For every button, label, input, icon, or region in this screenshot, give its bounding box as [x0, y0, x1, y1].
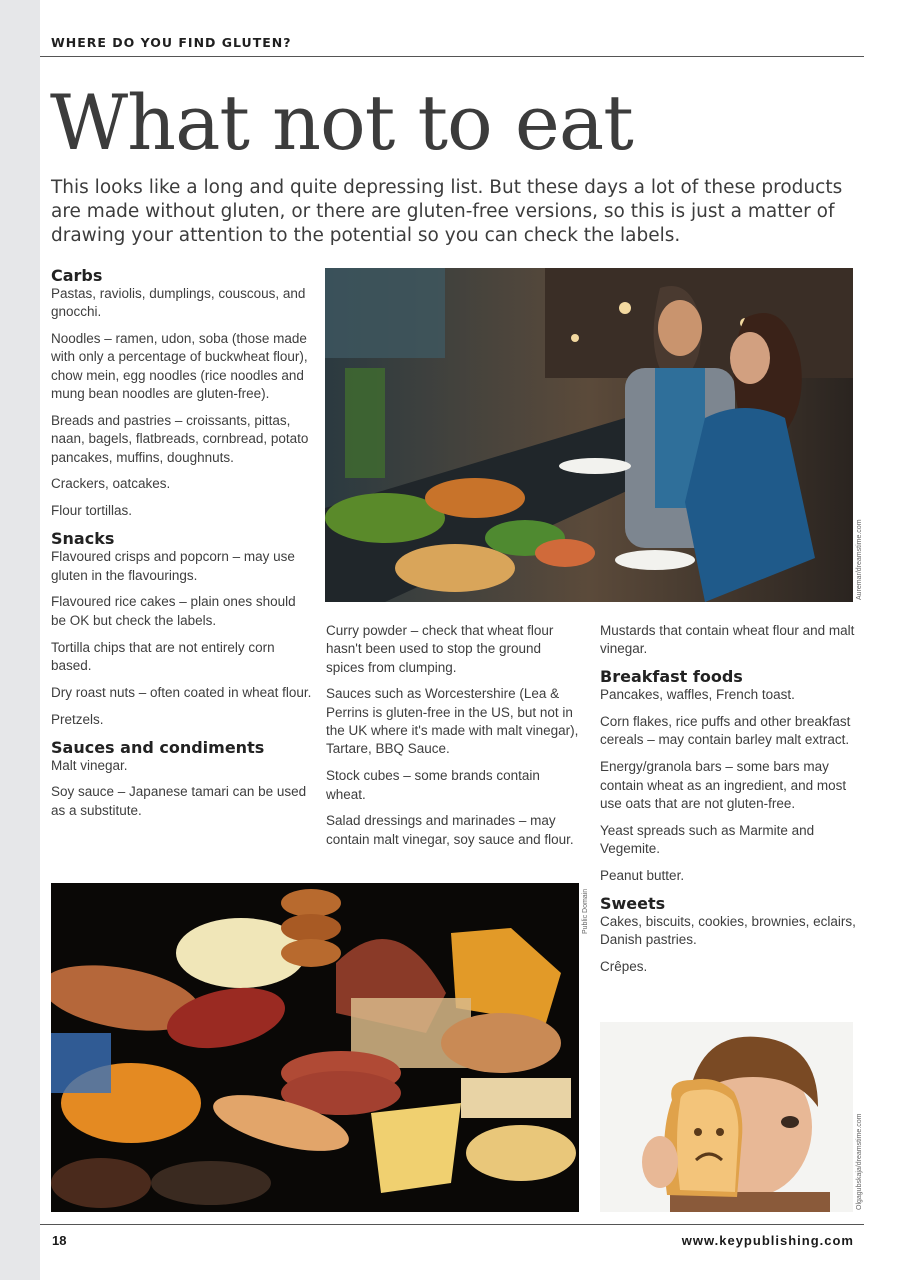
carbs-heading: Carbs — [51, 266, 103, 285]
carbs-item: Breads and pastries – croissants, pittas, naan, bagels, flatbreads, cornbread, potato pancakes, muffins, doughnuts. — [51, 412, 309, 465]
condiments-item: Sauces such as Worcestershire (Lea & Perrins is gluten-free in the US, but not in the UK where it's made with malt vinegar), Tartare, BBQ Sauce. — [326, 686, 579, 757]
sauces-item: Malt vinegar. — [51, 757, 128, 773]
junk-food-photo-credit: Public Domain — [582, 888, 589, 934]
buffet-photo-credit: Auremar/dreamstime.com — [856, 519, 863, 600]
publisher-website: www.keypublishing.com — [681, 1233, 854, 1248]
snacks-item: Flavoured crisps and popcorn – may use gluten in the flavourings. — [51, 549, 295, 583]
right-column — [600, 622, 858, 985]
carbs-item: Noodles – ramen, udon, soba (those made with only a percentage of buckwheat flour), chow mein, egg noodles (rice noodles and mung bean noodles are gluten-free). — [51, 331, 308, 402]
condiments-item: Salad dressings and marinades – may contain malt vinegar, soy sauce and flour. — [326, 813, 574, 847]
carbs-item: Pastas, raviolis, dumplings, couscous, and gnocchi. — [51, 286, 306, 320]
sauces-item: Soy sauce – Japanese tamari can be used as a substitute. — [51, 784, 307, 818]
snacks-item: Flavoured rice cakes – plain ones should be OK but check the labels. — [51, 594, 296, 628]
toast-face-photo — [600, 1022, 853, 1212]
breakfast-item: Energy/granola bars – some bars may contain wheat as an ingredient, and most use oats that are not gluten-free. — [600, 759, 847, 811]
breakfast-item: Peanut butter. — [600, 867, 685, 883]
sweets-heading: Sweets — [600, 893, 666, 913]
sauces-heading: Sauces and condiments — [51, 737, 265, 757]
junk-food-photo — [51, 883, 579, 1212]
carbs-item: Flour tortillas. — [51, 503, 133, 519]
condiments-item: Stock cubes – some brands contain wheat. — [326, 768, 540, 802]
sweets-item: Cakes, biscuits, cookies, brownies, eclairs, Danish pastries. — [600, 913, 856, 948]
footer-rule — [40, 1224, 864, 1225]
condiments-item: Curry powder – check that wheat flour hasn't been used to stop the ground spices from clumping. — [326, 623, 554, 675]
page-number: 18 — [52, 1233, 67, 1248]
left-column — [51, 266, 313, 829]
section-label: WHERE DO YOU FIND GLUTEN? — [51, 35, 292, 50]
breakfast-item: Corn flakes, rice puffs and other breakfast cereals – may contain barley malt extract. — [600, 714, 851, 748]
intro-paragraph: This looks like a long and quite depressing list. But these days a lot of these products are made without gluten, or there are gluten-free versions, so this is just a matter of drawing your attention to the potential so you can check the labels. — [51, 177, 843, 246]
breakfast-heading: Breakfast foods — [600, 667, 743, 687]
header-rule — [40, 56, 864, 57]
snacks-item: Tortilla chips that are not entirely corn based. — [51, 639, 275, 673]
page-margin-strip — [0, 0, 40, 1280]
buffet-photo — [325, 268, 853, 602]
carbs-item: Crackers, oatcakes. — [51, 476, 171, 492]
page-title: What not to eat — [50, 78, 633, 167]
middle-column — [326, 622, 582, 858]
breakfast-item: Yeast spreads such as Marmite and Vegemite. — [600, 822, 815, 857]
breakfast-item: Pancakes, waffles, French toast. — [600, 687, 795, 703]
sweets-item: Crêpes. — [600, 959, 648, 975]
mustard-item: Mustards that contain wheat flour and malt vinegar. — [600, 623, 855, 657]
toast-photo-credit: Olgagubskaja/dreamstime.com — [856, 1113, 863, 1210]
snacks-item: Pretzels. — [51, 711, 104, 727]
snacks-heading: Snacks — [51, 529, 115, 549]
snacks-item: Dry roast nuts – often coated in wheat flour. — [51, 684, 312, 700]
